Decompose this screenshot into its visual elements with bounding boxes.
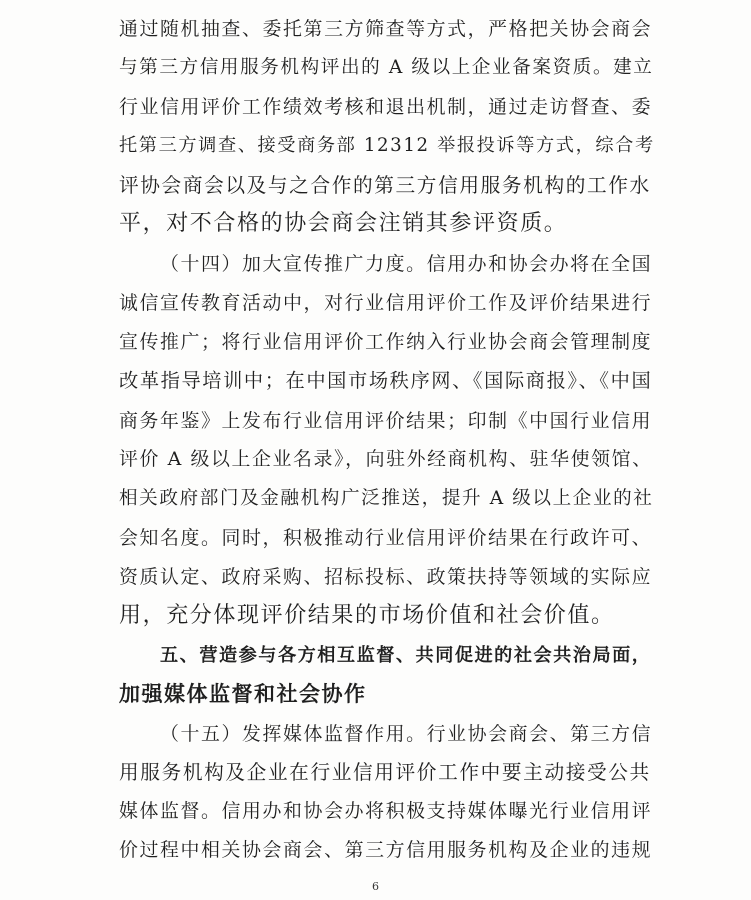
text-line: 用，充分体现评价结果的市场价值和社会价值。 bbox=[119, 603, 615, 628]
paragraph-14-first-line: （十四）加大宣传推广力度。信用办和协会办将在全国 bbox=[160, 253, 653, 275]
text-line: 行业信用评价工作绩效考核和退出机制，通过走访督查、委 bbox=[119, 96, 653, 118]
page-number: 6 bbox=[372, 880, 379, 893]
text-line: 诚信宣传教育活动中，对行业信用评价工作及评价结果进行 bbox=[119, 292, 653, 314]
text-line: 媒体监督。信用办和协会办将积极支持媒体曝光行业信用评 bbox=[119, 800, 653, 822]
section-heading: 五、营造参与各方相互监督、共同促进的社会共治局面， bbox=[160, 645, 652, 666]
text-line: 评协会商会以及与之合作的第三方信用服务机构的工作水 bbox=[119, 174, 651, 197]
section-heading-continued: 加强媒体监督和社会协作 bbox=[119, 682, 367, 706]
text-line: 改革指导培训中；在中国市场秩序网、《国际商报》、《中国 bbox=[119, 369, 653, 392]
text-line: 评价 A 级以上企业名录》，向驻外经商机构、驻华使领馆、 bbox=[119, 448, 653, 470]
text-line: 宣传推广；将行业信用评价工作纳入行业协会商会管理制度 bbox=[119, 331, 653, 353]
text-line: 用服务机构及企业在行业信用评价工作中要主动接受公共 bbox=[119, 761, 651, 784]
text-line: 会知名度。同时，积极推动行业信用评价结果在行政许可、 bbox=[119, 527, 653, 549]
text-line: 商务年鉴》上发布行业信用评价结果；印制《中国行业信用 bbox=[119, 410, 653, 432]
text-line: 相关政府部门及金融机构广泛推送，提升 A 级以上企业的社 bbox=[119, 488, 654, 509]
text-line: 平，对不合格的协会商会注销其参评资质。 bbox=[119, 211, 568, 236]
text-line: 与第三方信用服务机构评出的 A 级以上企业备案资质。建立 bbox=[119, 57, 654, 78]
paragraph-15-first-line: （十五）发挥媒体监督作用。行业协会商会、第三方信 bbox=[160, 723, 653, 745]
text-line: 通过随机抽查、委托第三方筛查等方式，严格把关协会商会 bbox=[119, 18, 653, 40]
text-line: 资质认定、政府采购、招标投标、政策扶持等领域的实际应 bbox=[119, 566, 653, 588]
text-line: 托第三方调查、接受商务部 12312 举报投诉等方式，综合考 bbox=[119, 135, 655, 156]
text-line: 价过程中相关协会商会、第三方信用服务机构及企业的违规 bbox=[119, 839, 653, 861]
